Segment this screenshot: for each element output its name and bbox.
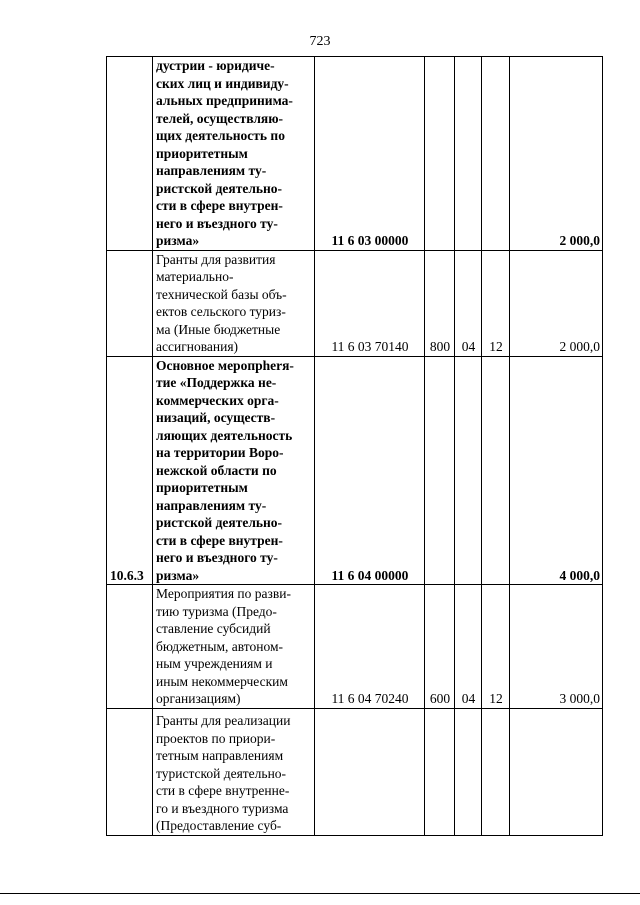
row-name-line: него и въездного ту- [156, 550, 278, 565]
subsection-cell [482, 57, 510, 251]
row-name-line: ских лиц и индивиду- [156, 75, 289, 91]
row-name-line: ставление субсидий [156, 621, 271, 636]
row-name-line: тию туризма (Предо- [156, 603, 277, 619]
row-name-line: ма (Иные бюджетные [156, 321, 281, 337]
expense-type-cell [425, 708, 455, 835]
section-cell [455, 708, 482, 835]
row-name-line: сти в сфере внутренне- [156, 783, 290, 798]
row-name-line: на территории Воро- [156, 445, 284, 460]
row-name-line: Гранты для реализации [156, 713, 291, 728]
row-name-line: го и въездного туризма [156, 800, 289, 816]
row-name-cell [153, 250, 315, 356]
subsection-cell [482, 708, 510, 835]
row-name-line: туристской деятельно- [156, 765, 287, 781]
amount-cell: 3 000,0 [510, 585, 603, 709]
row-name-line: щих деятельность по [156, 128, 285, 143]
row-name-line: ристской деятельно- [156, 180, 283, 196]
row-name-line: Гранты для развития [156, 251, 276, 267]
row-name-line: сти в сфере внутрен- [156, 532, 283, 548]
target-article-cell [315, 708, 425, 835]
table-row [107, 250, 603, 356]
row-name-line: телей, осуществляю- [156, 110, 284, 126]
table-row [107, 356, 603, 585]
row-number-cell [107, 57, 153, 251]
row-name-line: ляющих деятельность [156, 427, 293, 443]
section-cell [455, 57, 482, 251]
row-name-line: ризма» [156, 567, 200, 583]
row-name-line: низаций, осуществ- [156, 410, 276, 425]
row-name-line: проектов по приори- [156, 730, 276, 746]
row-name-line: коммерческих орга- [156, 392, 279, 408]
budget-table [106, 56, 603, 836]
table-row [107, 57, 603, 251]
row-number-cell: 10.6.3 [107, 356, 153, 585]
row-name-line: приоритетным [156, 480, 248, 495]
row-name-line: ассигнования) [156, 339, 239, 354]
expense-type-cell [425, 356, 455, 585]
row-name-cell [153, 708, 315, 835]
row-name-line: приоритетным [156, 145, 248, 161]
row-name-cell [153, 57, 315, 251]
row-name-cell [153, 356, 315, 585]
target-article-cell: 11 6 04 70240 [315, 585, 425, 709]
subsection-cell: 12 [482, 250, 510, 356]
row-number-cell [107, 250, 153, 356]
amount-cell: 4 000,0 [510, 356, 603, 585]
row-number-cell [107, 585, 153, 709]
section-cell: 04 [455, 250, 482, 356]
page-number: 723 [309, 34, 331, 49]
row-name-line: нежской области по [156, 462, 277, 478]
row-name-line: ризма» [156, 233, 200, 248]
row-name-line: тетным направлениям [156, 748, 284, 763]
row-name-line: иным некоммерческим [156, 673, 288, 689]
row-name-line: (Предоставление суб- [156, 818, 282, 833]
row-name-line: сти в сфере внутрен- [156, 198, 283, 213]
row-name-line: технической базы объ- [156, 286, 287, 302]
row-name-line: ектов сельского туриз- [156, 304, 286, 319]
row-number-cell [107, 708, 153, 835]
row-name-cell [153, 585, 315, 709]
amount-cell: 2 000,0 [510, 57, 603, 251]
table-row [107, 708, 603, 835]
expense-type-cell [425, 57, 455, 251]
subsection-cell [482, 356, 510, 585]
row-name-line: направлениям ту- [156, 163, 267, 178]
amount-cell: 2 000,0 [510, 250, 603, 356]
expense-type-cell: 600 [425, 585, 455, 709]
subsection-cell: 12 [482, 585, 510, 709]
row-name-line: организациям) [156, 691, 241, 706]
row-name-line: ным учреждениям и [156, 656, 273, 671]
row-name-line: тие «Поддержка не- [156, 375, 277, 390]
target-article-cell: 11 6 04 00000 [315, 356, 425, 585]
bottom-rule [0, 893, 640, 894]
amount-cell [510, 708, 603, 835]
row-name-line: дустрии - юридиче- [156, 58, 275, 73]
row-name-line: него и въездного ту- [156, 215, 278, 231]
row-name-line: бюджетным, автоном- [156, 638, 284, 654]
target-article-cell: 11 6 03 70140 [315, 250, 425, 356]
section-cell: 04 [455, 585, 482, 709]
row-name-line: альных предпринима- [156, 93, 293, 108]
target-article-cell: 11 6 03 00000 [315, 57, 425, 251]
row-name-line: материально- [156, 269, 234, 284]
expense-type-cell: 800 [425, 250, 455, 356]
row-name-line: направлениям ту- [156, 497, 267, 513]
table-row [107, 585, 603, 709]
section-cell [455, 356, 482, 585]
row-name-line: Основное меропрherя- [156, 357, 294, 373]
row-name-line: Мероприятия по разви- [156, 586, 291, 601]
row-name-line: ристской деятельно- [156, 515, 283, 530]
